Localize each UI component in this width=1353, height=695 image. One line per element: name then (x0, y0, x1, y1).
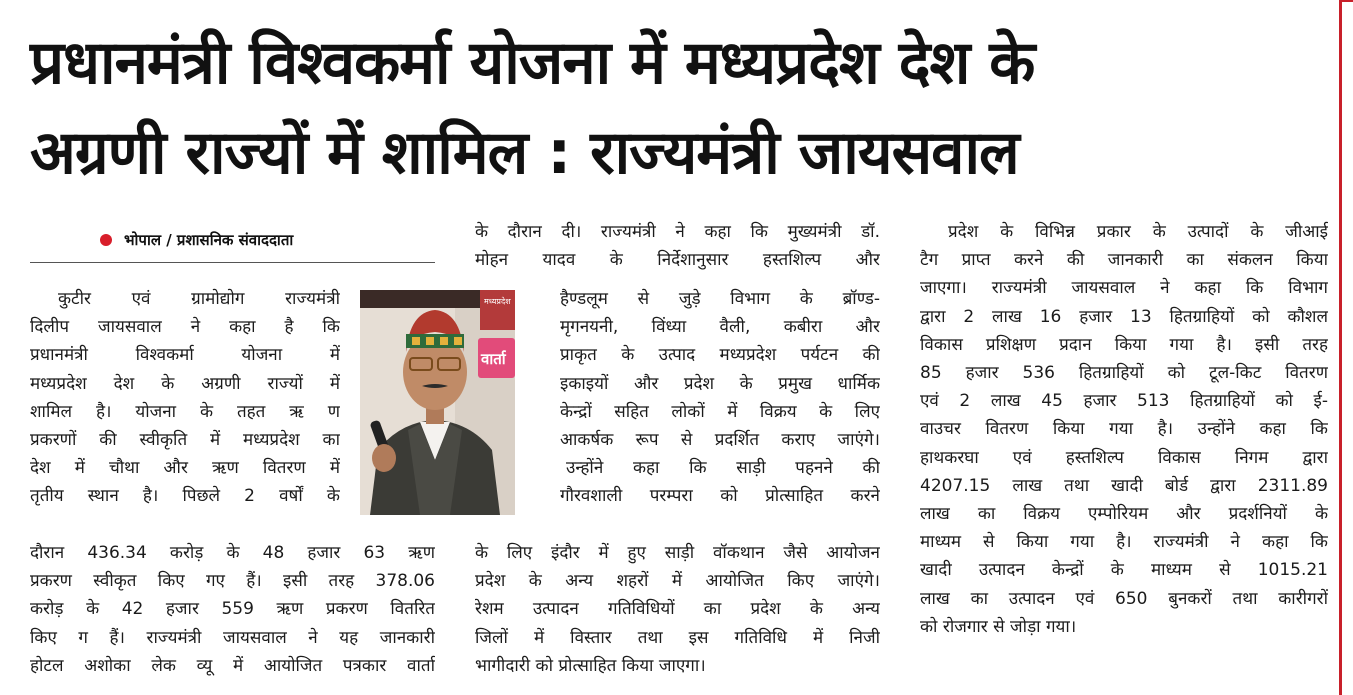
text-line: देश में चौथा और ऋण वितरण में (30, 458, 340, 479)
text-line: के लिए इंदौर में हुए साड़ी वॉकथान जैसे आयोजन (475, 543, 880, 563)
column-2-top (475, 218, 880, 274)
top-border-rule (1339, 0, 1353, 2)
bullet-dot-icon (100, 234, 112, 246)
text-line: को रोजगार से जोड़ा गया। (920, 616, 1077, 637)
text-line: जिलों में विस्तार तथा इस गतिविधि में निजी (475, 627, 880, 648)
text-line: प्रधानमंत्री विश्वकर्मा योजना में (30, 345, 340, 366)
byline (100, 228, 293, 252)
text-line: द्वारा 2 लाख 16 हजार 13 हितग्राहियों को कौशल (920, 306, 1328, 327)
headline-line-2: अग्रणी राज्यों में शामिल : राज्यमंत्री जायसवाल (30, 118, 1019, 188)
text-line: मध्यप्रदेश देश के अग्रणी राज्यों में (30, 373, 340, 394)
text-line: आकर्षक रूप से प्रदर्शित कराए जाएंगे। (560, 430, 880, 451)
text-line: मृगनयनी, विंध्या वैली, कबीरा और (560, 317, 880, 338)
photo-banner-text: मध्यप्रदेश (484, 297, 511, 306)
text-line: किए ग हैं। राज्यमंत्री जायसवाल ने यह जानकारी (30, 627, 435, 648)
minister-photo (360, 290, 515, 515)
text-line: 4207.15 लाख तथा खादी बोर्ड द्वारा 2311.89 (920, 475, 1328, 496)
text-line: शामिल है। योजना के तहत ऋ ण (30, 401, 340, 422)
text-line: केन्द्रों सहित लोकों में विक्रय के लिए (560, 401, 880, 422)
text-line: दौरान 436.34 करोड़ के 48 हजार 63 ऋण (30, 543, 435, 563)
column-1-bottom (30, 539, 435, 680)
text-line: एवं 2 लाख 45 हजार 513 हितग्राहियों को ई- (920, 391, 1328, 412)
column-3 (920, 218, 1328, 641)
text-line: हैण्डलूम से जुड़े विभाग के ब्रॉण्ड- (560, 289, 880, 309)
text-line: प्रकरण स्वीकृत किए गए हैं। इसी तरह 378.06 (30, 571, 435, 592)
text-line: उन्होंने कहा कि साड़ी पहनने की (566, 458, 880, 479)
right-border-rule (1339, 0, 1342, 695)
text-line: लाख का विक्रय एम्पोरियम और प्रदर्शनियों के (920, 504, 1328, 525)
byline-divider (30, 262, 435, 263)
text-line: मोहन यादव के निर्देशानुसार हस्तशिल्प और (475, 250, 880, 271)
text-line: विकास प्रशिक्षण प्रदान किया गया है। इसी तरह (920, 334, 1328, 355)
text-line: गौरवशाली परम्परा को प्रोत्साहित करने (560, 486, 880, 507)
headline (30, 18, 1330, 198)
text-line: लाख का उत्पादन एवं 650 बुनकरों तथा कारीगरों (920, 588, 1328, 609)
column-2-bottom (475, 539, 880, 680)
byline-text: भोपाल / प्रशासनिक संवाददाता (124, 231, 294, 249)
text-line: प्राकृत के उत्पाद मध्यप्रदेश पर्यटन की (560, 345, 880, 366)
text-line: खादी उत्पादन केन्द्रों के माध्यम से 1015.21 (920, 560, 1328, 581)
text-line: हाथकरघा एवं हस्तशिल्प विकास निगम द्वारा (920, 447, 1328, 468)
text-line: के दौरान दी। राज्यमंत्री ने कहा कि मुख्यमंत्री डॉ. (475, 222, 880, 242)
column-2-wrap (560, 285, 880, 511)
text-line: जाएगा। राज्यमंत्री जायसवाल ने कहा कि विभाग (920, 278, 1328, 299)
text-line: इकाइयों और प्रदेश के प्रमुख धार्मिक (560, 373, 880, 394)
text-line: तृतीय स्थान है। पिछले 2 वर्षों के (30, 486, 340, 507)
headline-line-1: प्रधानमंत्री विश्वकर्मा योजना में मध्यप्रदेश देश के (30, 28, 1035, 98)
text-line: प्रदेश के विभिन्न प्रकार के उत्पादों के जीआई (948, 222, 1328, 242)
photo-sign-text: वार्ता (481, 350, 506, 368)
text-line: प्रदेश के अन्य शहरों में आयोजित किए जाएंगे। (475, 571, 880, 592)
text-line: 85 हजार 536 हितग्राहियों को टूल-किट वितरण (920, 363, 1328, 384)
text-line: टैग प्राप्त करने की जानकारी का संकलन किया (920, 250, 1328, 271)
column-1-top (30, 285, 340, 511)
text-line: होटल अशोका लेक व्यू में आयोजित पत्रकार वार्ता (30, 655, 435, 676)
text-line: प्रकरणों की स्वीकृति में मध्यप्रदेश का (30, 430, 340, 451)
text-line: वाउचर वितरण किया गया है। उन्होंने कहा कि (920, 419, 1328, 440)
text-line: रेशम उत्पादन गतिविधियों का प्रदेश के अन्य (475, 599, 880, 620)
text-line: माध्यम से किया गया है। राज्यमंत्री ने कहा कि (920, 532, 1328, 553)
text-line: भागीदारी को प्रोत्साहित किया जाएगा। (475, 655, 706, 676)
text-line: कुटीर एवं ग्रामोद्योग राज्यमंत्री (58, 289, 340, 309)
text-line: दिलीप जायसवाल ने कहा है कि (30, 317, 340, 338)
text-line: करोड़ के 42 हजार 559 ऋण प्रकरण वितरित (30, 599, 435, 620)
minister-photo-illustration (360, 290, 515, 515)
